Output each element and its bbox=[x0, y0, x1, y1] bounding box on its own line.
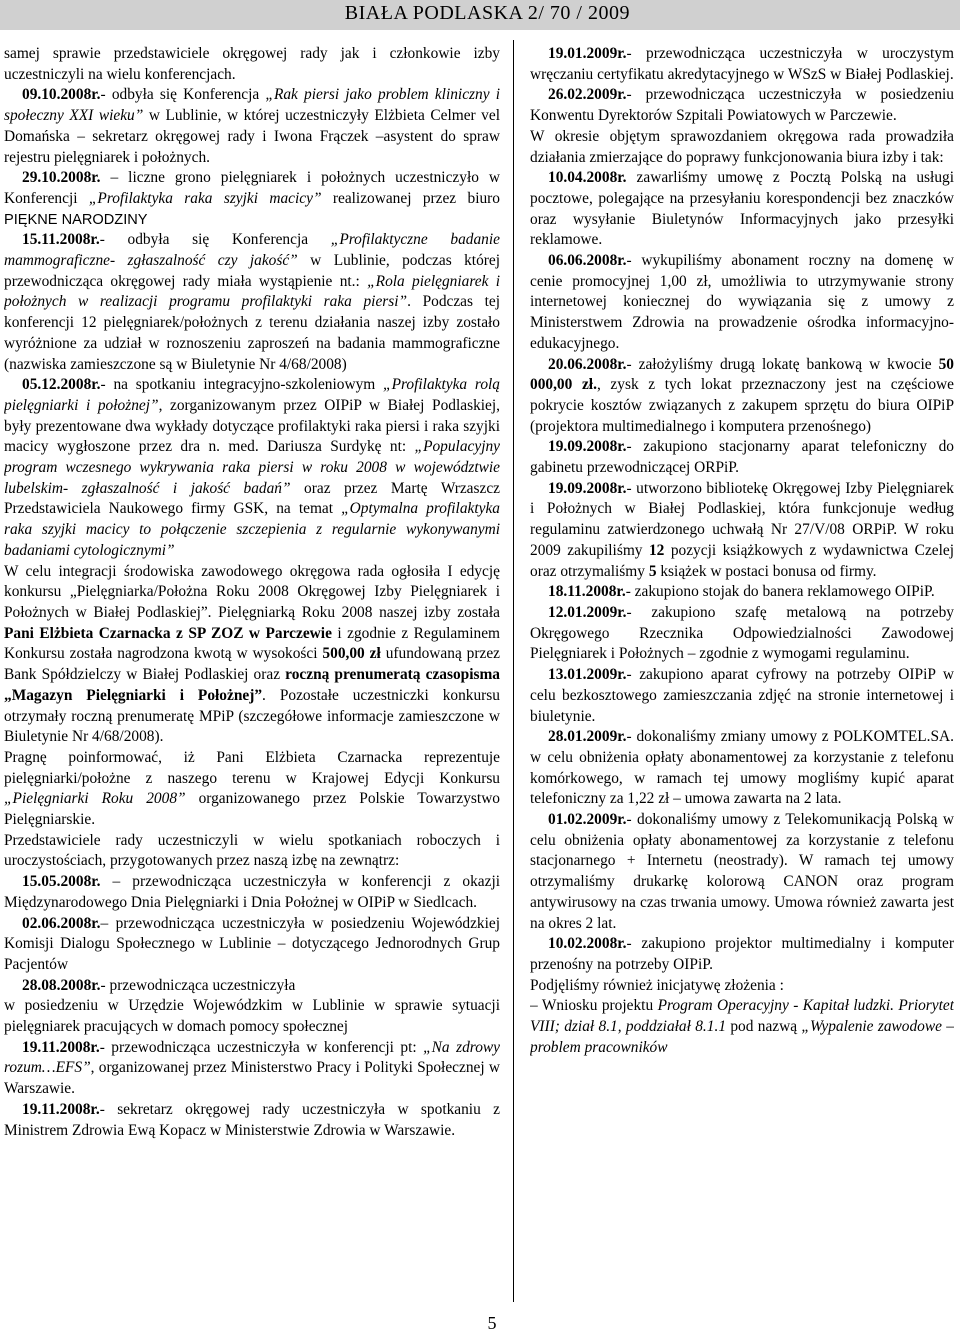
paragraph bbox=[530, 603, 954, 665]
text-run: - na spotkaniu integracyjno-szkoleniowym bbox=[100, 376, 384, 394]
paragraph bbox=[530, 996, 954, 1058]
text-run: – przewodnicząca uczestniczyła w konferencji z okazji Międzynarodowego Dnia Pielęgniarki i Dnia Położnej w OIPiP w Siedlcach. bbox=[4, 873, 500, 911]
text-run: pozycji książkowych z wydawnictwa Czelej oraz otrzymaliśmy bbox=[530, 541, 954, 580]
text-run: . Pozostałe uczestniczki konkursu otrzymały roczną prenumeratę MPiP (szczegółowe informacje zamieszczone w Biuletynie Nr 4/68/2008). bbox=[4, 686, 500, 746]
text-run: - dokonaliśmy umowy z Telekomunikacją Polską w celu obniżenia opłaty abonamentowej za korzystanie z telefonu stacjonarnego + Internetu (neostrady). W ramach tej umowy otrzymaliśmy drukarkę kolorową CANON oraz program antywirusowy na czas trwania umowy. Umowa również zawarta jest na okres 2 lat. bbox=[530, 811, 954, 932]
paragraph bbox=[530, 44, 954, 85]
text-run: - przewodnicząca uczestniczyła w konferencji pt: bbox=[99, 1038, 424, 1056]
text-run: - zakupiono stojak do banera reklamowego OIPiP. bbox=[625, 583, 935, 601]
paragraph bbox=[530, 976, 954, 997]
text-run: 19.11.2008r. bbox=[22, 1100, 100, 1118]
text-run: W celu integracji środowiska zawodowego okręgowa rada ogłosiła I edycję konkursu „Pielęgniarka/Położna Roku 2008 Okręgowej Izby Pielęgniarek i Położnych w Białej Podlaskiej”. Pielęgniarką Roku 2008 naszej izby została bbox=[4, 562, 500, 621]
text-run: - przewodnicząca uczestniczyła bbox=[100, 976, 296, 994]
paragraph bbox=[530, 127, 954, 168]
text-run: , zorganizowanym przez OIPiP w Białej Podlaskiej, były prezentowane dwa wykłady dotyczące profilaktyki raka piersi i raka szyjki macicy wygłoszone przez dra n. med. Dariusza Surdykę nt: bbox=[4, 396, 500, 456]
text-run: w Lublinie, podczas której przewodnicząca okręgowej rady miała wystąpienie nt.: bbox=[4, 252, 500, 290]
text-run: - odbyła się Konferencja bbox=[100, 86, 266, 104]
paragraph bbox=[530, 727, 954, 810]
text-run: „Wypalenie zawodowe – problem pracowników bbox=[530, 1018, 954, 1056]
right-column bbox=[530, 44, 954, 1302]
page-header-title: BIAŁA PODLASKA 2/ 70 / 2009 bbox=[344, 2, 630, 24]
text-run: 29.10.2008r. bbox=[22, 169, 101, 187]
text-run: „Na zdrowy rozum…EFS” bbox=[4, 1038, 500, 1077]
text-run: książek w postaci bonusa od firmy. bbox=[656, 562, 877, 580]
text-run: organizowanego przez Polskie Towarzystwo Pielęgniarskie. bbox=[4, 790, 500, 829]
text-run: 20.06.2008r. bbox=[548, 355, 627, 373]
paragraph bbox=[4, 85, 500, 168]
text-run: 05.12.2008r. bbox=[22, 376, 101, 394]
text-run: realizowanej przez biuro bbox=[321, 189, 500, 207]
text-run: - założyliśmy drugą lokatę bankową w kwocie bbox=[626, 355, 939, 373]
text-run: „Rola pielęgniarek i położnych w realizacji programu profilaktyki raka piersi” bbox=[4, 272, 500, 311]
text-run: W okresie objętym sprawozdaniem okręgowa rada prowadziła działania zmierzające do poprawy funkcjonowania biura izby i tak: bbox=[530, 127, 954, 166]
text-run: 19.09.2008r. bbox=[548, 438, 627, 456]
paragraph bbox=[530, 85, 954, 126]
paragraph bbox=[4, 168, 500, 230]
paragraph bbox=[530, 251, 954, 355]
text-run: – Wniosku projektu bbox=[530, 997, 658, 1015]
paragraph bbox=[4, 375, 500, 561]
text-run: . Podczas tej konferencji 12 pielęgniarek/położnych z terenu działania naszej izby zostało wyróżnione za udział w roznoszeniu zaproszeń na badania mammograficzne (nazwiska zamieszczone są w Biuletynie Nr 4/68/2008) bbox=[4, 293, 500, 373]
header-bar bbox=[0, 0, 960, 30]
paragraph bbox=[4, 230, 500, 375]
text-run: 13.01.2009r. bbox=[548, 666, 627, 684]
text-run: „Pielęgniarki Roku 2008” bbox=[4, 790, 186, 808]
text-run: 15.11.2008r. bbox=[22, 231, 100, 249]
text-run: 28.01.2009r. bbox=[548, 728, 627, 746]
text-run: Pani Elżbieta Czarnacka z SP ZOZ w Parczewie bbox=[4, 624, 332, 642]
text-run: 01.02.2009r. bbox=[548, 811, 627, 829]
text-run: - dokonaliśmy zmiany umowy z POLKOMTEL.SA. w celu obniżenia opłaty abonamentowej za korzystanie z telefonu komórkowego, w ramach tej umowy mogliśmy kupić aparat telefoniczny za 1,22 zł – umowa zawarta na 2 lata. bbox=[530, 728, 954, 808]
text-run: 12 bbox=[648, 541, 665, 559]
paragraph bbox=[530, 168, 954, 251]
column-divider bbox=[513, 40, 514, 1302]
text-run: - sekretarz okręgowej rady uczestniczyła w spotkaniu z Ministrem Zdrowia Ewą Kopacz w Ministerstwie Zdrowia w Warszawie. bbox=[4, 1100, 500, 1139]
paragraph bbox=[4, 976, 500, 997]
text-run: - zakupiono szafę metalową na potrzeby Okręgowego Rzecznika Odpowiedzialności Zawodowej Pielęgniarek i Położnych – zgodnie z wymogami regulaminu. bbox=[530, 603, 954, 663]
text-run: „Profilaktyka raka szyjki macicy” bbox=[88, 189, 322, 207]
text-run: - przewodnicząca uczestniczyła w uroczystym wręczaniu certyfikatu akredytacyjnego w WSzS w Białej Podlaskiej. bbox=[530, 45, 954, 83]
paragraph bbox=[4, 1038, 500, 1100]
text-run: 28.08.2008r. bbox=[22, 976, 101, 994]
left-column bbox=[4, 44, 500, 1302]
paragraph bbox=[4, 1100, 500, 1141]
text-run: 5 bbox=[648, 562, 657, 580]
text-run: 26.02.2009r. bbox=[548, 86, 627, 104]
paragraph bbox=[4, 748, 500, 831]
text-run: pod nazwą bbox=[726, 1018, 802, 1036]
text-run: - zakupiono projektor multimedialny i komputer przenośny na potrzeby OIPiP. bbox=[530, 935, 954, 973]
text-run: „Rak piersi jako problem kliniczny i społeczny XXI wieku” bbox=[4, 86, 500, 125]
text-run: „Optymalna profilaktyka raka szyjki macicy to połączenie szczepienia z regularnie wykonywanymi badaniami cytologicznymi” bbox=[4, 500, 500, 559]
paragraph bbox=[530, 665, 954, 727]
paragraph bbox=[530, 355, 954, 438]
text-run: 500,00 zł bbox=[322, 645, 381, 663]
text-run: - zakupiono aparat cyfrowy na potrzeby OIPiP w celu bezkosztowego zamieszczania zdjęć na stronie internetowej i biuletynie. bbox=[530, 666, 954, 725]
paragraph bbox=[4, 914, 500, 976]
text-run: w Lublinie, w której uczestniczyły Elżbieta Celmer vel Domańska – sekretarz okręgowej rady i Iwona Frączek –asystent do spraw rejestru pielęgniarek i położnych. bbox=[4, 107, 500, 166]
text-run: 09.10.2008r. bbox=[22, 86, 101, 104]
paragraph bbox=[530, 810, 954, 934]
text-run: ufundowaną przez Bank Spółdzielczy w Białej Podlaskiej oraz bbox=[4, 645, 500, 684]
text-run: 18.11.2008r. bbox=[548, 583, 626, 601]
text-run: 15.05.2008r. bbox=[22, 873, 101, 891]
paragraph bbox=[530, 479, 954, 583]
text-run: , zysk z tych lokat przeznaczony jest na częściowe pokrycie kosztów związanych z zakupem sprzętu do biura OIPiP (projektora multimedialnego i komputera przenośnego) bbox=[530, 376, 954, 435]
paragraph bbox=[4, 44, 500, 85]
text-run: PIĘKNE NARODZINY bbox=[4, 211, 148, 228]
text-run: Program Operacyjny - Kapitał ludzki. Priorytet VIII; dział 8.1, poddziałał 8.1.1 bbox=[530, 997, 954, 1036]
text-run: - odbyła się Konferencja bbox=[99, 231, 331, 249]
paragraph bbox=[4, 831, 500, 872]
text-run: „Profilaktyczne badanie mammograficzne- zgłaszalność czy jakość” bbox=[4, 231, 500, 270]
paragraph bbox=[530, 582, 954, 603]
text-run: 12.01.2009r. bbox=[548, 603, 627, 621]
text-run: 10.04.2008r. bbox=[548, 169, 627, 187]
text-run: samej sprawie przedstawiciele okręgowej rady jak i członkowie izby uczestniczyli na wielu konferencjach. bbox=[4, 45, 500, 83]
paragraph bbox=[4, 996, 500, 1037]
text-run: oraz przez Martę Wrzaszcz Przedstawiciela Naukowego firmy GSK, na temat bbox=[4, 479, 500, 518]
text-run: 19.11.2008r. bbox=[22, 1038, 100, 1056]
text-run: Podjęliśmy również inicjatywę złożenia : bbox=[530, 976, 784, 994]
text-run: – przewodnicząca uczestniczyła w posiedzeniu Wojewódzkiej Komisji Dialogu Społecznego w Lublinie – dotyczącego Jednorodnych Grup Pacjentów bbox=[4, 914, 500, 973]
text-run: Przedstawiciele rady uczestniczyli w wielu spotkaniach roboczych i uroczystościach, przygotowanych przez naszą izbę na zewnątrz: bbox=[4, 831, 500, 870]
paragraph bbox=[4, 872, 500, 913]
text-run: i zgodnie z Regulaminem Konkursu została nagrodzona kwotą w wysokości bbox=[4, 624, 500, 663]
text-run: 02.06.2008r. bbox=[22, 914, 101, 932]
text-run: Pragnę poinformować, iż Pani Elżbieta Czarnacka reprezentuje pielęgniarki/położne z naszego terenu w Krajowej Edycji Konkursu bbox=[4, 748, 500, 787]
text-run: – liczne grono pielęgniarek i położnych uczestniczyło w Konferencji bbox=[4, 169, 500, 207]
text-run: „Profilaktyka rolą pielęgniarki i położnej” bbox=[4, 376, 500, 414]
paragraph bbox=[530, 934, 954, 975]
text-run: 19.01.2009r. bbox=[548, 45, 627, 62]
text-run: zawarliśmy umowę z Pocztą Polską na usługi pocztowe, polegające na przesyłaniu korespondencji bez znaczków oraz wysyłanie Biuletynów Informacyjnych jako przesyłki reklamowe. bbox=[530, 169, 954, 249]
text-run: - utworzono bibliotekę Okręgowej Izby Pielęgniarek i Położnych w Białej Podlaskiej, która funkcjonuje według regulaminu zatwierdzonego uchwałą Nr 27/V/08 ORPiP. W roku 2009 zakupiliśmy bbox=[530, 479, 954, 559]
page-number: 5 bbox=[487, 1313, 497, 1333]
text-run: 10.02.2008r. bbox=[548, 935, 627, 953]
text-run: „Populacyjny program wczesnego wykrywania raka piersi w roku 2008 w województwie lubelskim- zgłaszalność i jakość badań” bbox=[4, 438, 500, 497]
text-run: - przewodnicząca uczestniczyła w posiedzeniu Konwentu Dyrektorów Szpitali Powiatowych w Parczewie. bbox=[530, 86, 954, 125]
text-run: - wykupiliśmy abonament roczny na domenę w cenie promocyjnej 1,00 zł, umożliwia to utrzymywanie strony internetowej koniecznej do wywiązania się z umowy z Ministerstwem Zdrowia na prowadzenie ośrodka informacyjno-edukacyjnego. bbox=[530, 252, 954, 352]
text-run: 50 000,00 zł. bbox=[530, 355, 954, 394]
paragraph bbox=[4, 562, 500, 748]
text-run: , organizowanej przez Ministerstwo Pracy i Polityki Społecznej w Warszawie. bbox=[4, 1059, 500, 1098]
text-run: 19.09.2008r. bbox=[548, 479, 627, 497]
text-run: roczną prenumeratą czasopisma „Magazyn Pielęgniarki i Położnej” bbox=[4, 666, 500, 704]
paragraph bbox=[530, 437, 954, 478]
text-run: - zakupiono stacjonarny aparat telefoniczny do gabinetu przewodniczącej ORPiP. bbox=[530, 438, 954, 477]
text-run: w posiedzeniu w Urzędzie Wojewódzkim w Lublinie w sprawie sytuacji pielęgniarek pracujących w domach pomocy społecznej bbox=[4, 997, 500, 1036]
text-run: 06.06.2008r. bbox=[548, 252, 627, 270]
